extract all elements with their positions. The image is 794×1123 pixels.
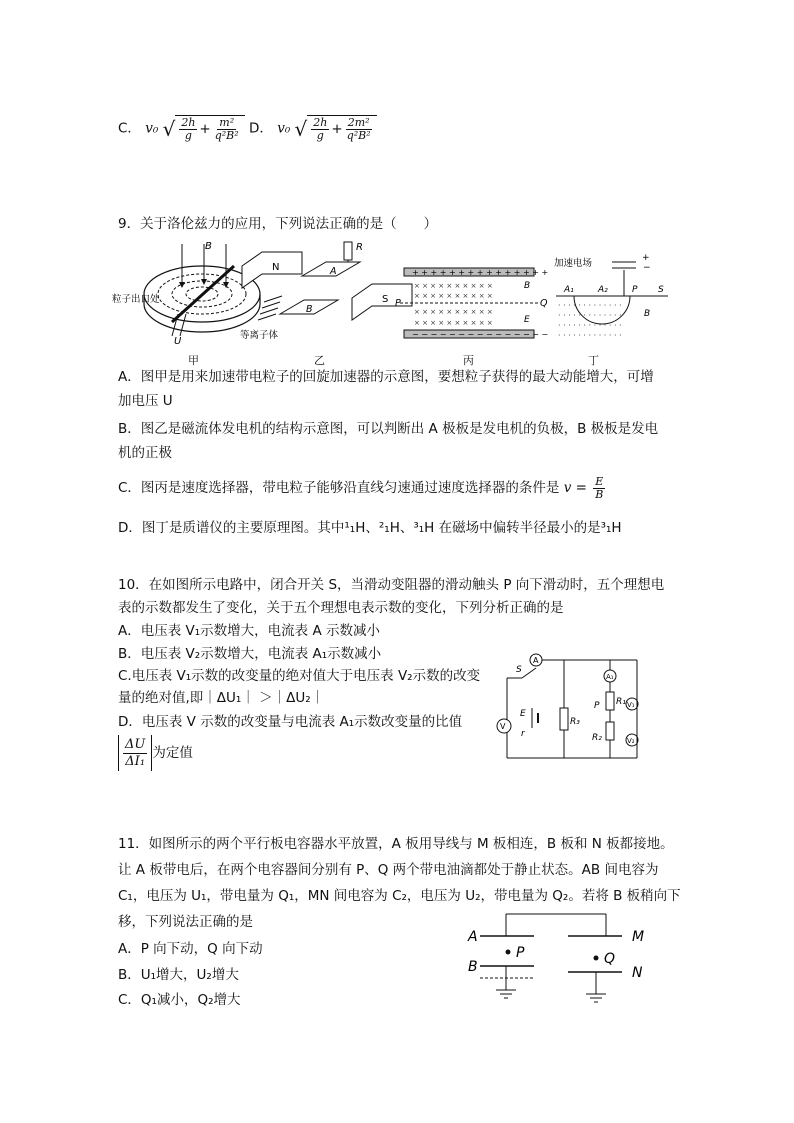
svg-text:P: P [594,701,600,711]
q11-stem-line1: 11．如图所示的两个平行板电容器水平放置，A 板用导线与 M 板相连，B 板和 N 板都接地。 [118,836,674,852]
q9-stem: 9．关于洛伦兹力的应用，下列说法正确的是（ ） [118,216,438,232]
svg-text:P: P [632,285,638,295]
q9-option-a-line1: A．图甲是用来加速带电粒子的回旋加速器的示意图，要想粒子获得的最大动能增大，可增 [118,369,654,385]
q10-option-d-line1: D．电压表 V 示数的改变量与电流表 A₁示数改变量的比值 [118,714,463,730]
q11-capacitors [466,908,666,1008]
q10-option-b: B．电压表 V₂示数增大，电流表 A₁示数减小 [118,646,382,662]
svg-text:P: P [395,298,401,309]
q9-option-c: C．图丙是速度选择器，带电粒子能够沿直线匀速通过速度选择器的条件是 v = $\frac{E}{B}$ [118,474,604,501]
svg-text:粒子出口处: 粒子出口处 [112,294,160,305]
svg-text:B: B [205,241,212,252]
svg-text:B: B [306,304,313,315]
svg-text:P: P [516,945,525,961]
svg-text:A₁: A₁ [564,285,574,295]
svg-text:V₂: V₂ [627,737,635,745]
svg-text:等离子体: 等离子体 [240,330,279,341]
cyclotron-figure [112,241,260,347]
svg-text:− − − − − − − − − − − − − − −: − − − − − − − − − − − − − − − [412,330,549,339]
q10-option-c-line2: 量的绝对值,即｜ΔU₁｜ ＞｜ΔU₂｜ [118,690,325,706]
svg-text:U: U [174,336,182,347]
svg-text:A₁: A₁ [606,673,614,681]
svg-text:M: M [632,929,645,945]
svg-text:· · · · · · · · · · · · ·: · · · · · · · · · · · · · [558,331,622,340]
svg-text:B: B [524,281,531,291]
svg-text:N: N [632,965,643,981]
q10-stem-line1: 10．在如图所示电路中，闭合开关 S，当滑动变阻器的滑动触头 P 向下滑动时，五个理想电 [118,577,665,593]
svg-text:B: B [644,309,651,319]
svg-text:· · · · · · · · · · · · ·: · · · · · · · · · · · · · [558,321,622,330]
q8-option-d-label: D． [248,120,273,137]
velocity-selector-figure [395,268,548,339]
q8-option-c-label: C． [118,120,141,137]
q10-stem-line2: 表的示数都发生了变化，关于五个理想电表示数的变化，下列分析正确的是 [118,600,564,616]
svg-text:S: S [382,294,389,305]
q8-option-c-expr: √ $\frac{2h}{g}$ + $\frac{\text{m²}}{\text{q²B²}}$ [163,115,245,142]
q9-option-b-line2: 机的正极 [118,445,172,461]
q11-option-b: B．U₁增大，U₂增大 [118,967,239,983]
q9-option-d: D．图丁是质谱仪的主要原理图。其中¹₁H、²₁H、³₁H 在磁场中偏转半径最小的是³₁H [118,520,622,536]
svg-text:加速电场: 加速电场 [554,258,593,269]
svg-text:N: N [272,262,280,273]
svg-text:+ + + + + + + + + + + + + + +: + + + + + + + + + + + + + + + [412,268,549,277]
svg-text:A: A [468,929,478,945]
svg-text:R₃: R₃ [570,717,580,727]
caption-ding: 丁 [588,354,599,367]
q11-stem-line4: 移，下列说法正确的是 [118,914,253,930]
svg-text:× × × × × × × × × ×: × × × × × × × × × × [414,308,493,316]
v0-symbol: v₀ [145,120,159,137]
svg-text:R₂: R₂ [592,733,602,743]
svg-text:−: − [643,263,651,273]
svg-text:+: + [642,253,650,263]
svg-text:B: B [468,959,478,975]
caption-jia: 甲 [188,354,199,367]
mass-spectrometer-figure [554,253,668,340]
svg-text:E: E [524,315,530,325]
svg-text:A: A [533,656,539,665]
q10-option-d-line2: $\frac{\Delta U}{\text{ΔI₁}}$ 为定值 [118,735,193,771]
q11-option-c: C．Q₁减小，Q₂增大 [118,992,241,1008]
svg-text:× × × × × × × × × ×: × × × × × × × × × × [414,282,493,290]
svg-text:Q: Q [540,298,548,309]
q10-circuit [492,648,662,768]
q9-option-b-line1: B．图乙是磁流体发电机的结构示意图，可以判断出 A 极板是发电机的负极，B 极板是发电 [118,421,659,437]
svg-text:A: A [330,266,337,277]
caption-bing: 丙 [463,354,474,367]
svg-text:Q: Q [604,951,616,967]
q9-option-a-line2: 加电压 U [118,393,173,409]
svg-text:A₂: A₂ [598,285,608,295]
mhd-generator-figure [240,242,412,341]
svg-text:× × × × × × × × × ×: × × × × × × × × × × [414,292,493,300]
svg-text:V₁: V₁ [627,701,635,709]
q10-option-c-line1: C.电压表 V₁示数的改变量的绝对值大于电压表 V₂示数的改变 [118,668,481,684]
caption-yi: 乙 [314,354,325,367]
q8-options: C． v₀ √ $\frac{2h}{g}$ + $\frac{\text{m²}}{\text{q²B²}}$ D． v₀ √ $\frac{2h}{g}$ + $\frac{\text{2m²}}{\text{q²B²}}$ [118,115,377,142]
q10-option-a: A．电压表 V₁示数增大，电流表 A 示数减小 [118,623,380,639]
svg-text:· · · · · · · · · · · · ·: · · · · · · · · · · · · · [558,311,622,320]
q11-stem-line2: 让 A 板带电后，在两个电容器间分别有 P、Q 两个带电油滴都处于静止状态。AB 间电容为 [118,862,659,878]
q11-stem-line3: C₁，电压为 U₁，带电量为 Q₁，MN 间电容为 C₂，电压为 U₂，带电量为 Q₂。若将 B 板稍向下 [118,888,681,904]
svg-text:E: E [520,709,526,719]
q8-option-d-expr: √ $\frac{2h}{g}$ + $\frac{\text{2m²}}{\text{q²B²}}$ [295,115,377,142]
svg-text:R₁: R₁ [616,697,626,707]
svg-text:S: S [658,285,664,295]
svg-text:S: S [516,665,522,675]
svg-text:× × × × × × × × × ×: × × × × × × × × × × [414,319,493,327]
q9-figures [112,236,672,366]
svg-text:R: R [356,242,363,253]
svg-text:· · · · · · · · · · · · ·: · · · · · · · · · · · · · [558,301,622,310]
svg-text:r: r [521,729,525,739]
svg-text:V: V [500,722,506,731]
q11-option-a: A．P 向下动，Q 向下动 [118,941,263,957]
